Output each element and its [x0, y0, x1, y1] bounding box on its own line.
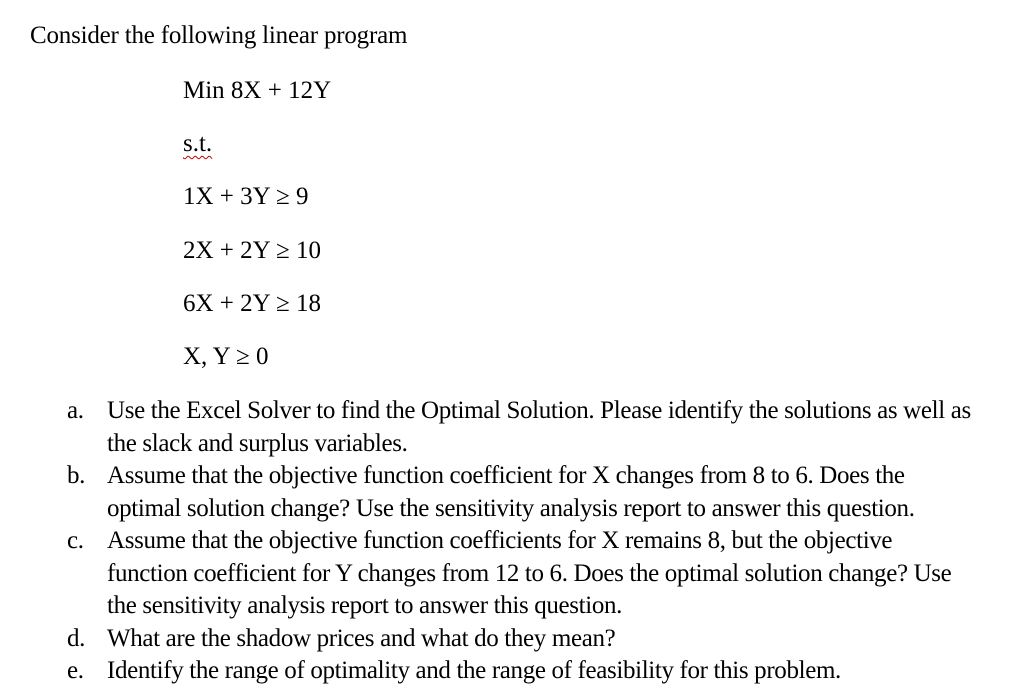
question-text-line: the sensitivity analysis report to answer this question. — [107, 592, 623, 619]
question-b — [0, 460, 1024, 525]
subject-to-label — [183, 129, 212, 159]
question-text-line: the slack and surplus variables. — [107, 429, 408, 457]
question-marker: c. — [67, 527, 84, 554]
question-marker: e. — [67, 657, 84, 684]
intro-text: Consider the following linear program — [30, 22, 408, 49]
constraint-3: 6X + 2Y ≥ 18 — [183, 290, 322, 317]
question-d — [0, 623, 1024, 656]
question-marker: a. — [67, 397, 84, 424]
question-text-line: Assume that the objective function coefficient for X changes from 8 to 6. Does the — [107, 462, 905, 489]
question-marker: d. — [67, 624, 86, 652]
question-a — [0, 395, 1024, 460]
question-text-line: optimal solution change? Use the sensitivity analysis report to answer this question. — [107, 494, 915, 522]
question-text-line: Identify the range of optimality and the range of feasibility for this problem. — [107, 657, 841, 684]
question-e — [0, 655, 1024, 688]
constraint-2: 2X + 2Y ≥ 10 — [183, 237, 322, 264]
question-text-line: function coefficient for Y changes from 12 to 6. Does the optimal solution change? Use — [107, 559, 952, 587]
question-list — [0, 395, 1024, 688]
question-text-line: Assume that the objective function coefficients for X remains 8, but the objective — [107, 527, 893, 554]
question-c — [0, 525, 1024, 623]
question-text-line: Use the Excel Solver to find the Optimal Solution. Please identify the solutions as well as — [107, 397, 971, 424]
constraint-1: 1X + 3Y ≥ 9 — [183, 183, 309, 210]
non-negativity-constraint: X, Y ≥ 0 — [183, 343, 269, 370]
objective-function: Min 8X + 12Y — [183, 77, 332, 104]
subject-to-text: s.t. — [183, 130, 213, 157]
question-marker: b. — [67, 462, 86, 489]
question-text-line: What are the shadow prices and what do they mean? — [107, 624, 616, 652]
